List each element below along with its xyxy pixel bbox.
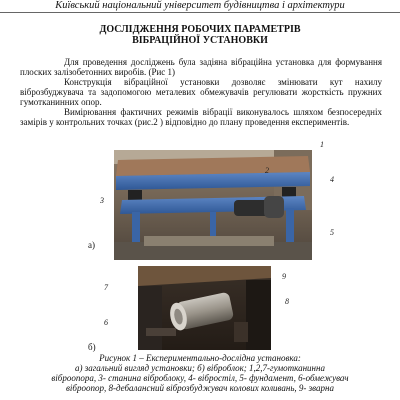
callout-a-4: 4 bbox=[330, 175, 334, 184]
photo-vibration-table bbox=[114, 150, 312, 260]
caption-line-2: а) загальний вигляд установки; б) віброблок; 1,2,7-гумотканинна bbox=[75, 363, 325, 373]
figure-label-a: а) bbox=[88, 240, 95, 250]
caption-line-1: Рисунок 1 – Експериментально-дослідна установка: bbox=[99, 353, 301, 363]
page-title bbox=[0, 24, 400, 46]
running-header: Київський національний університет будівництва і архітектури bbox=[0, 0, 400, 13]
paragraph-1: Для проведення досліджень була задіяна вібраційна установка для формування плоских залізобетонних виробів. (Рис 1) bbox=[20, 57, 382, 77]
callout-b-6: 6 bbox=[104, 318, 108, 327]
paragraph-2: Конструкція вібраційної установки дозволяє змінювати кут нахилу віброзбуджувача та задопомогою металевих обмежувачів регулювати жорсткість пружних гумотканинних опор. bbox=[20, 77, 382, 107]
figure-label-b: б) bbox=[88, 342, 96, 352]
body-text bbox=[20, 57, 382, 127]
figure-caption bbox=[0, 353, 400, 393]
caption-line-4: віброопор, 8-дебалансний віброзбуджувач колових коливань, 9- зварна bbox=[66, 383, 334, 393]
callout-a-1: 1 bbox=[320, 140, 324, 149]
callout-a-3: 3 bbox=[100, 196, 104, 205]
vibro-block-illustration bbox=[138, 266, 271, 350]
title-line-1: ДОСЛІДЖЕННЯ РОБОЧИХ ПАРАМЕТРІВ bbox=[99, 24, 301, 35]
caption-line-3: віброопора, 3- станина віброблоку, 4- вібростіл, 5- фундамент, 6-обмежувач bbox=[51, 373, 349, 383]
callout-b-7: 7 bbox=[104, 283, 108, 292]
photo-vibro-block bbox=[138, 266, 271, 350]
callout-a-2: 2 bbox=[265, 166, 269, 175]
callout-a-5: 5 bbox=[330, 228, 334, 237]
callout-b-9: 9 bbox=[282, 272, 286, 281]
paragraph-3: Вимірювання фактичних режимів вібрації виконувалось шляхом безпосередніх замірів у контрольних точках (рис.2 ) відповідно до плану проведення експериментів. bbox=[20, 107, 382, 127]
title-line-2: ВІБРАЦІЙНОЇ УСТАНОВКИ bbox=[132, 35, 268, 46]
vibration-table-illustration bbox=[114, 150, 312, 260]
callout-b-8: 8 bbox=[285, 297, 289, 306]
